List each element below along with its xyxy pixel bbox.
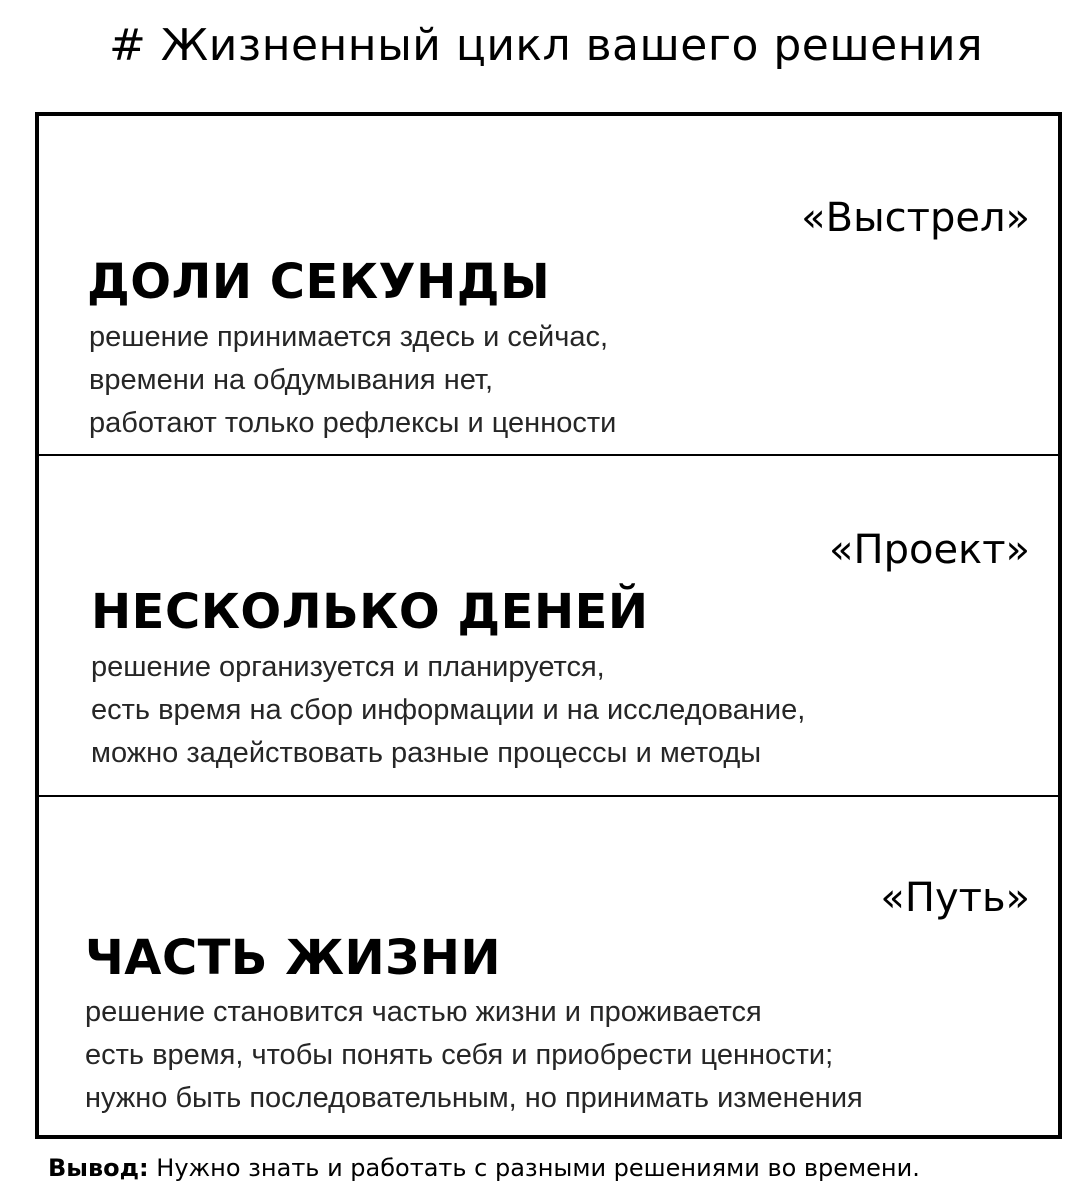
description-line: можно задействовать разные процессы и методы bbox=[91, 737, 762, 769]
description-line: решение принимается здесь и сейчас, bbox=[89, 321, 608, 353]
section-description-life bbox=[85, 991, 863, 1120]
section-divider bbox=[39, 795, 1058, 797]
conclusion-label: Вывод: bbox=[48, 1154, 149, 1182]
section-tag-path: «Путь» bbox=[880, 875, 1030, 921]
section-heading-days: НЕСКОЛЬКО ДЕНЕЙ bbox=[91, 584, 649, 640]
description-line: решение становится частью жизни и проживается bbox=[85, 996, 762, 1028]
section-description-seconds bbox=[89, 316, 616, 445]
description-line: есть время, чтобы понять себя и приобрести ценности; bbox=[85, 1039, 834, 1071]
lifecycle-frame bbox=[35, 112, 1062, 1139]
description-line: решение организуется и планируется, bbox=[91, 651, 605, 683]
description-line: нужно быть последовательным, но принимать изменения bbox=[85, 1082, 863, 1114]
conclusion-text: Нужно знать и работать с разными решениями во времени. bbox=[148, 1154, 920, 1182]
section-heading-life: ЧАСТЬ ЖИЗНИ bbox=[85, 930, 502, 986]
description-line: есть время на сбор информации и на исследование, bbox=[91, 694, 806, 726]
section-description-days bbox=[91, 646, 805, 775]
section-tag-shot: «Выстрел» bbox=[801, 195, 1030, 241]
section-heading-seconds: ДОЛИ СЕКУНДЫ bbox=[87, 254, 551, 310]
page-title: # Жизненный цикл вашего решения bbox=[108, 20, 984, 71]
section-tag-project: «Проект» bbox=[829, 527, 1030, 573]
description-line: времени на обдумывания нет, bbox=[89, 364, 494, 396]
section-divider bbox=[39, 454, 1058, 456]
conclusion bbox=[48, 1150, 920, 1186]
description-line: работают только рефлексы и ценности bbox=[89, 407, 617, 439]
